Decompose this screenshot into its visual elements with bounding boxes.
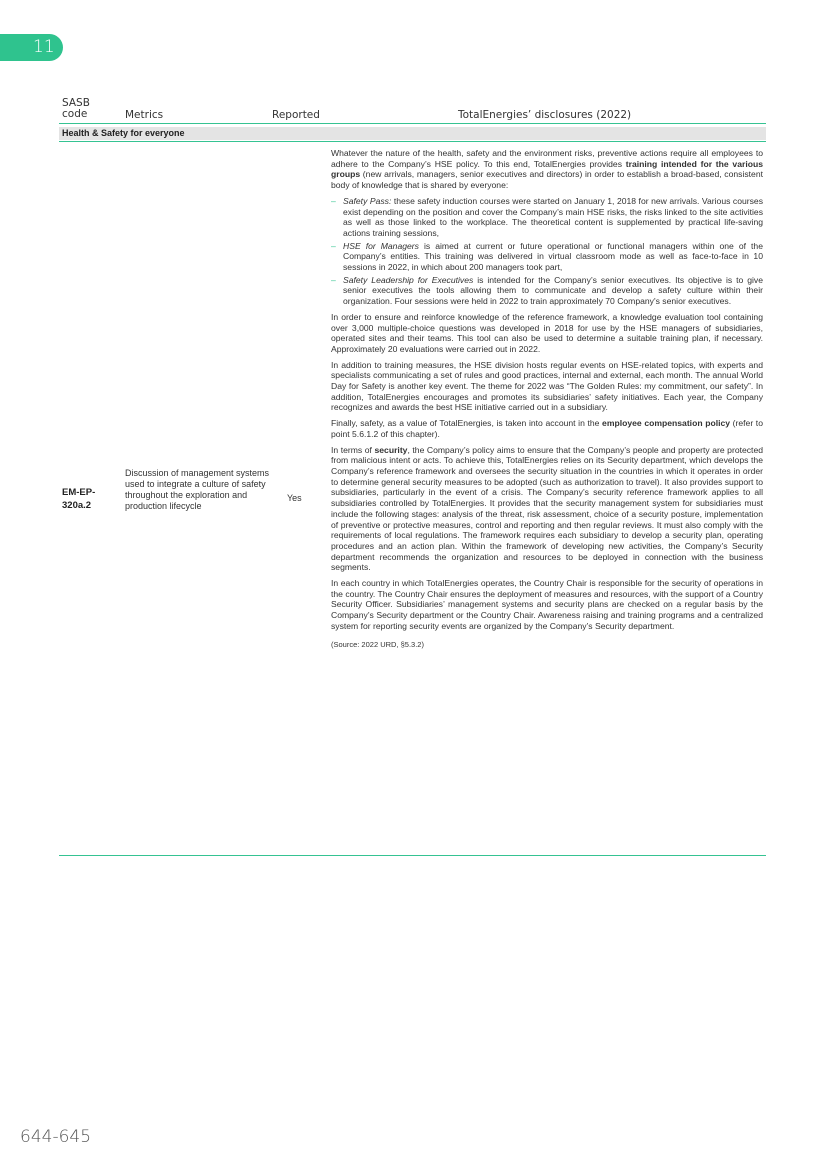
disclosure-paragraph-security: In terms of security, the Company’s policy aims to ensure that the Company’s people and property are protected from malicious intent or acts. To achieve this, TotalEnergies relies on its Security department, which develops the Company’s reference framework and oversees the security situation in the countries in which it operates in order to determine general security measures to be adopted (such as authorization to travel). It also provides support to subsidiaries, particularly in the event of a crisis. The Company’s security reference framework applies to all subsidiaries controlled by TotalEnergies. It provides that the security management system for subsidiaries must include the following stages: analysis of the threat, risk assessment, choice of a security posture, implementation of preventive or protective measures, control and reporting and then regular reviews. It must also comply with the requirements of local regulations. The framework requires each subsidiary to develop a security plan, operating procedures and an action plan. Within the framework of developing new activities, the Company’s Security department recommends the organization and resources to be deployed in connection with the business segments.	[331, 444, 764, 573]
disclosure-paragraph-compensation: Finally, safety, as a value of TotalEnergies, is taken into account in the employee compensation policy (refer to point 5.6.1.2 of this chapter).	[331, 418, 763, 439]
disclosure-paragraph-country: In each country in which TotalEnergies operates, the Country Chair is responsible for the security of operations in the country. The Country Chair ensures the deployment of measures and resources, with the support of a Country Security Officer. Subsidiaries’ management systems and security plans are checked on a regular basis by the Company’s Security department or the Country Chair. Awareness raising and training programs and a centralized system for reporting security events are organized by the Company’s Security department.	[331, 578, 763, 631]
header-reported: Reported	[272, 109, 320, 121]
header-rule	[59, 123, 766, 124]
table-bottom-rule	[59, 855, 766, 856]
page-tab	[0, 34, 63, 61]
disclosure-paragraph-events: In addition to training measures, the HSE division hosts regular events on HSE-related topics, with experts and specialists communicating a set of rules and good practices, internal and external, each month. The annual World Day for Safety is another key event. The theme for 2022 was “The Golden Rules: my commitment, our safety”. In addition, TotalEnergies encourages and promotes its subsidiaries’ safety initiatives. Each year, the Company recognizes and awards the best HSE initiative carried out in a subsidiary.	[331, 359, 763, 413]
disclosure-paragraph-evaluation: In order to ensure and reinforce knowledge of the reference framework, a knowledge evaluation tool containing over 3,000 multiple-choice questions was developed in 2018 for use by the HSE managers of subsidiaries, operated sites and their teams. This tool can also be used to determine a suitable training plan, if necessary. Approximately 20 evaluations were carried out in 2022.	[331, 311, 763, 354]
page-reference: 644-645	[20, 1127, 92, 1147]
list-item: – Safety Leadership for Executives is intended for the Company’s senior executives. Its objective is to give senior executives the tools allowing them to communicate and develop a safety culture within their organization. Four sessions were held in 2022 to train approximately 70 Company's senior executives.	[331, 275, 763, 307]
disclosure-source: (Source: 2022 URD, §5.3.2)	[331, 639, 424, 649]
reported-value: Yes	[287, 493, 302, 503]
training-list	[331, 196, 763, 307]
sasb-code: EM-EP- 320a.2	[62, 487, 96, 511]
header-disclosures: TotalEnergies’ disclosures (2022)	[458, 109, 632, 121]
header-sasb-code: SASB code	[62, 97, 90, 120]
tab-number: 11	[33, 37, 55, 57]
section-rule	[59, 141, 766, 142]
list-item: – Safety Pass: these safety induction courses were started on January 1, 2018 for new arrivals. Various courses exist depending on the position and cover the Company’s main HSE risks, the risks linked to the site activities as well as those linked to the workplace. The theoretical content is supplemented by practical life-saving actions training sessions,	[331, 196, 763, 239]
disclosure-text	[331, 148, 763, 655]
header-metrics: Metrics	[125, 109, 164, 121]
metric-description: Discussion of management systems used to integrate a culture of safety throughout the exploration and production lifecycle	[125, 468, 270, 511]
section-title: Health & Safety for everyone	[59, 127, 766, 140]
list-item: – HSE for Managers is aimed at current or future operational or functional managers within one of the Company’s entities. This training was delivered in virtual classroom mode as well as face-to-face in 10 sessions in 2022, in which about 200 managers took part,	[331, 241, 763, 273]
disclosure-paragraph-training: Whatever the nature of the health, safety and the environment risks, preventive actions require all employees to adhere to the Company’s HSE policy. To this end, TotalEnergies provides training intended for the various groups (new arrivals, managers, senior executives and directors) in order to establish a broad-based, consistent body of knowledge that is shared by everyone:	[331, 148, 763, 191]
